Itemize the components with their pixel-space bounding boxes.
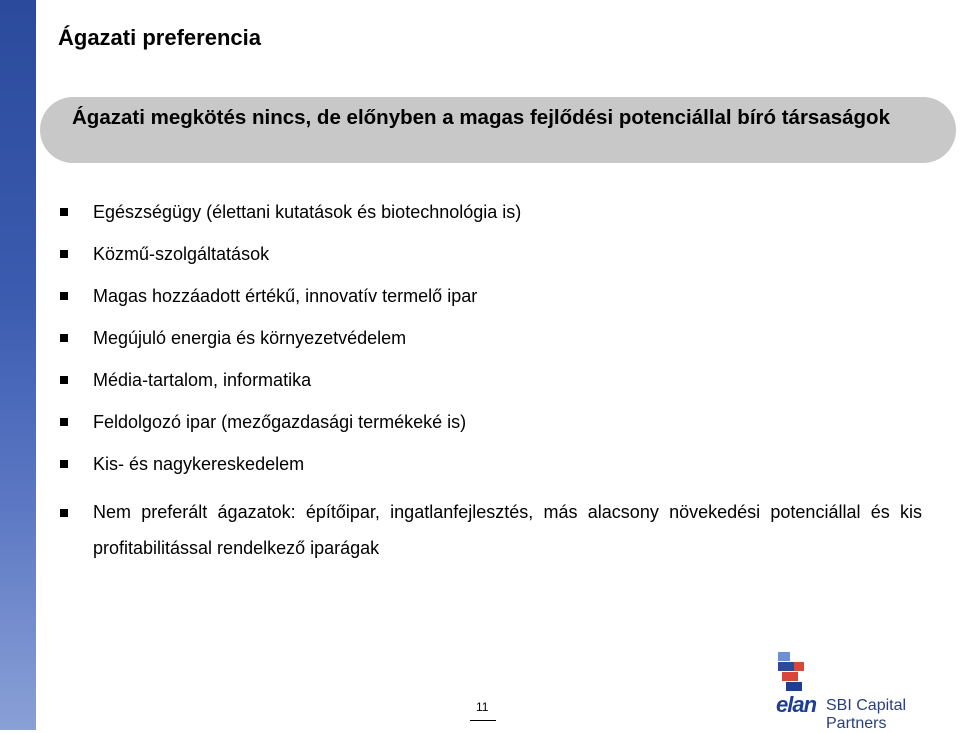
square-bullet-icon bbox=[60, 376, 68, 384]
square-bullet-icon bbox=[60, 292, 68, 300]
left-accent-bar bbox=[0, 0, 36, 730]
square-bullet-icon bbox=[60, 418, 68, 426]
list-item-text: Közmű-szolgáltatások bbox=[93, 244, 270, 264]
list-item bbox=[60, 326, 922, 368]
list-item-text: Média-tartalom, informatika bbox=[93, 370, 312, 390]
banner-text: Ágazati megkötés nincs, de előnyben a magas fejlődési potenciállal bíró társaságok bbox=[72, 106, 890, 129]
square-bullet-icon bbox=[60, 334, 68, 342]
square-bullet-icon bbox=[60, 509, 68, 517]
square-bullet-icon bbox=[60, 460, 68, 468]
list-item bbox=[60, 494, 922, 566]
list-item-text: Feldolgozó ipar (mezőgazdasági termékeké is) bbox=[93, 412, 467, 432]
list-item bbox=[60, 452, 922, 494]
list-item bbox=[60, 410, 922, 452]
list-item-text: Magas hozzáadott értékű, innovatív termelő ipar bbox=[93, 286, 478, 306]
list-item bbox=[60, 284, 922, 326]
list-item-text: Megújuló energia és környezetvédelem bbox=[93, 328, 407, 348]
logo-brand: elan bbox=[776, 692, 817, 717]
list-item bbox=[60, 242, 922, 284]
square-bullet-icon bbox=[60, 250, 68, 258]
elan-building-logo-icon bbox=[772, 650, 816, 696]
list-item bbox=[60, 368, 922, 410]
slide-title: Ágazati preferencia bbox=[58, 25, 261, 50]
page-number-underline bbox=[470, 720, 496, 721]
list-item bbox=[60, 200, 922, 242]
list-item-text: Kis- és nagykereskedelem bbox=[93, 454, 305, 474]
list-item-text: Nem preferált ágazatok: építőipar, ingatlanfejlesztés, más alacsony növekedési potenciállal és kis profitabilitással rendelkező iparágak bbox=[93, 502, 922, 558]
page-number: 11 bbox=[476, 700, 489, 714]
logo-partner-name: SBI Capital Partners bbox=[826, 697, 907, 732]
square-bullet-icon bbox=[60, 208, 68, 216]
sector-list bbox=[60, 200, 922, 566]
list-item-text: Egészségügy (élettani kutatások és biotechnológia is) bbox=[93, 202, 522, 222]
